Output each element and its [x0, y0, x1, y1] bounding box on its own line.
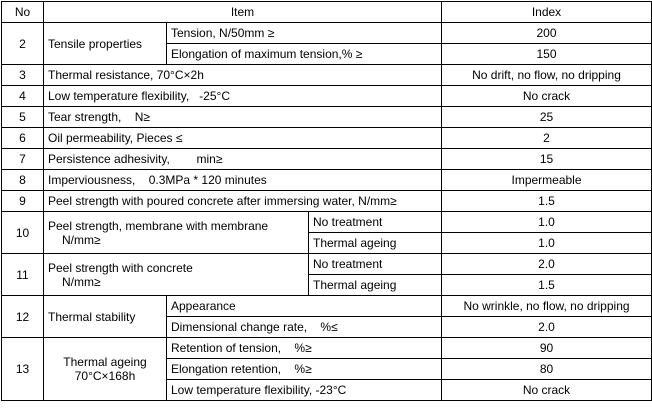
row-item: Thermal resistance, 70°C×2h: [44, 65, 442, 86]
table-row: [2, 107, 652, 128]
header-no: No: [2, 2, 44, 23]
row-index: 150: [442, 44, 652, 65]
table-row: [2, 338, 652, 359]
header-item: Item: [44, 2, 442, 23]
row-index: 2.0: [442, 317, 652, 338]
row-index: 1.5: [442, 275, 652, 296]
header-index: Index: [442, 2, 652, 23]
row-index: 1.0: [442, 233, 652, 254]
row-no: 4: [2, 86, 44, 107]
table-row: [2, 170, 652, 191]
row-item-line: Peel strength, membrane with membrane: [48, 218, 269, 233]
table-row: [2, 149, 652, 170]
row-no: 13: [2, 338, 44, 401]
row-index: 25: [442, 107, 652, 128]
table-row: [2, 212, 652, 233]
row-no: 7: [2, 149, 44, 170]
row-sub-item: No treatment: [309, 254, 442, 275]
row-item: Tear strength, N≥: [44, 107, 442, 128]
row-item: Thermal stability: [44, 296, 167, 338]
row-index: No crack: [442, 86, 652, 107]
row-sub-item: Retention of tension, %≥: [167, 338, 442, 359]
row-index: 1.5: [442, 191, 652, 212]
row-sub-item: Elongation of maximum tension,% ≥: [167, 44, 442, 65]
row-item: [44, 338, 167, 401]
row-no: 8: [2, 170, 44, 191]
row-item: Low temperature flexibility, -25°C: [44, 86, 442, 107]
row-no: 5: [2, 107, 44, 128]
row-no: 2: [2, 23, 44, 65]
row-no: 12: [2, 296, 44, 338]
row-sub-item: Low temperature flexibility, -23°C: [167, 380, 442, 401]
table-row: [2, 191, 652, 212]
row-item: Peel strength with poured concrete after immersing water, N/mm≥: [44, 191, 442, 212]
specification-table: [1, 1, 652, 401]
row-index: 200: [442, 23, 652, 44]
row-item-line: Peel strength with concrete: [48, 260, 193, 275]
row-item: [44, 212, 309, 254]
row-sub-item: Thermal ageing: [309, 233, 442, 254]
row-sub-item: Elongation retention, %≥: [167, 359, 442, 380]
row-item-condition: 70°C×168h: [74, 369, 136, 383]
row-no: 6: [2, 128, 44, 149]
table-row: [2, 86, 652, 107]
row-item: Oil permeability, Pieces ≤: [44, 128, 442, 149]
row-index: 90: [442, 338, 652, 359]
row-item: [44, 254, 309, 296]
row-item: Persistence adhesivity, min≥: [44, 149, 442, 170]
table-row: [2, 65, 652, 86]
row-index: No wrinkle, no flow, no dripping: [442, 296, 652, 317]
row-index: No drift, no flow, no dripping: [442, 65, 652, 86]
row-sub-item: Appearance: [167, 296, 442, 317]
row-index: 2: [442, 128, 652, 149]
row-item-unit: N/mm≥: [62, 274, 101, 289]
row-index: 1.0: [442, 212, 652, 233]
row-sub-item: No treatment: [309, 212, 442, 233]
row-index: 15: [442, 149, 652, 170]
row-sub-item: Dimensional change rate, %≤: [167, 317, 442, 338]
row-item: Imperviousness, 0.3MPa * 120 minutes: [44, 170, 442, 191]
row-sub-item: Tension, N/50mm ≥: [167, 23, 442, 44]
row-item: Tensile properties: [44, 23, 167, 65]
row-no: 11: [2, 254, 44, 296]
row-index: 2.0: [442, 254, 652, 275]
row-sub-item: Thermal ageing: [309, 275, 442, 296]
row-index: 80: [442, 359, 652, 380]
table-row: [2, 128, 652, 149]
table-header-row: [2, 2, 652, 23]
table-row: [2, 254, 652, 275]
row-no: 10: [2, 212, 44, 254]
row-no: 3: [2, 65, 44, 86]
row-item-line: Thermal ageing: [63, 355, 147, 369]
row-no: 9: [2, 191, 44, 212]
row-item-unit: N/mm≥: [62, 232, 101, 247]
table-row: [2, 296, 652, 317]
table-row: [2, 23, 652, 44]
row-index: No crack: [442, 380, 652, 401]
row-index: Impermeable: [442, 170, 652, 191]
